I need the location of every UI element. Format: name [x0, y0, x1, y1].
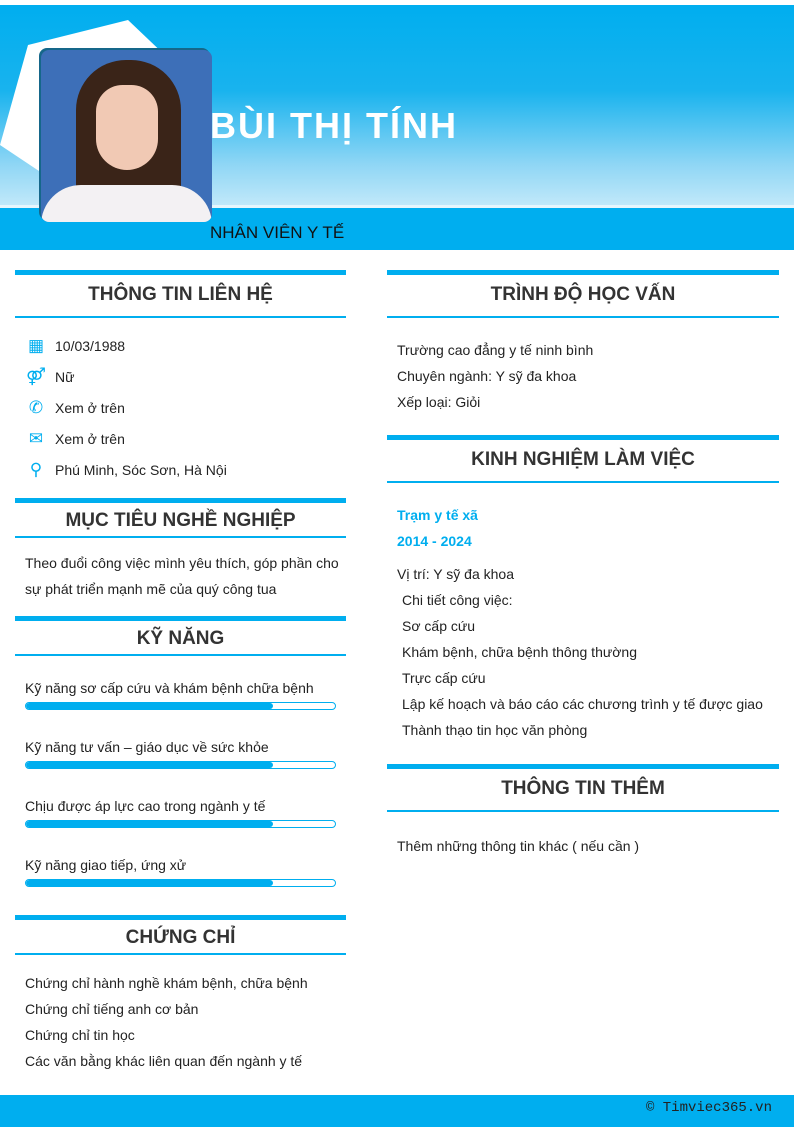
experience-company: Trạm y tế xã	[397, 507, 478, 523]
skill-progress-fill	[26, 703, 273, 709]
contact-gender	[15, 361, 346, 392]
skill-item	[15, 739, 346, 769]
certificate-item: Các văn bằng khác liên quan đến ngành y tế	[25, 1053, 303, 1069]
section-heading-certificates: CHỨNG CHỈ	[15, 915, 346, 955]
section-heading-contact: THÔNG TIN LIÊN HỆ	[15, 270, 346, 318]
education-line: Xếp loại: Giỏi	[397, 394, 481, 410]
section-heading-experience: KINH NGHIỆM LÀM VIỆC	[387, 435, 779, 483]
skill-progress-bar	[25, 879, 336, 887]
skill-label: Chịu được áp lực cao trong ngành y tế	[25, 798, 266, 814]
skill-progress-fill	[26, 880, 273, 886]
section-heading-education: TRÌNH ĐỘ HỌC VẤN	[387, 270, 779, 318]
skill-item	[15, 857, 346, 887]
birthday-text: 10/03/1988	[55, 337, 126, 354]
profile-photo	[41, 50, 212, 222]
phone-icon: ✆	[28, 397, 44, 417]
cv-header	[0, 5, 794, 250]
experience-detail: Khám bệnh, chữa bệnh thông thường	[402, 644, 637, 660]
objective-line: sự phát triển mạnh mẽ của quý công tua	[25, 581, 277, 597]
gender-text: Nữ	[55, 368, 75, 385]
skill-item	[15, 798, 346, 828]
email-icon: ✉	[28, 428, 44, 448]
footer-copyright: © Timviec365.vn	[645, 1100, 772, 1116]
skill-label: Kỹ năng tư vấn – giáo dục về sức khỏe	[25, 739, 269, 755]
experience-detail: Chi tiết công việc:	[402, 592, 513, 608]
skill-progress-bar	[25, 702, 336, 710]
experience-detail: Thành thạo tin học văn phòng	[402, 722, 588, 738]
experience-period: 2014 - 2024	[397, 533, 472, 549]
job-title: NHÂN VIÊN Y TẾ	[210, 223, 345, 242]
objective-line: Theo đuổi công việc mình yêu thích, góp phần cho	[25, 555, 339, 571]
address-text: Phú Minh, Sóc Sơn, Hà Nội	[55, 461, 227, 478]
contact-email	[15, 423, 346, 454]
experience-detail: Sơ cấp cứu	[402, 618, 476, 634]
certificate-item: Chứng chỉ hành nghề khám bệnh, chữa bệnh	[25, 975, 308, 991]
location-pin-icon: ⚲	[29, 459, 43, 479]
education-line: Chuyên ngành: Y sỹ đa khoa	[397, 368, 577, 384]
skill-label: Kỹ năng sơ cấp cứu và khám bệnh chữa bệnh	[25, 680, 314, 696]
skill-label: Kỹ năng giao tiếp, ứng xử	[25, 857, 187, 873]
gender-icon: ⚤	[26, 366, 46, 386]
education-line: Trường cao đẳng y tế ninh bình	[397, 342, 594, 358]
certificate-item: Chứng chỉ tin học	[25, 1027, 135, 1043]
left-column	[15, 270, 346, 1074]
section-heading-extra: THÔNG TIN THÊM	[387, 764, 779, 812]
contact-address	[15, 454, 346, 485]
email-text: Xem ở trên	[55, 430, 125, 447]
skills-list	[15, 656, 346, 887]
footer	[0, 1095, 794, 1127]
skill-progress-bar	[25, 820, 336, 828]
candidate-name: BÙI THỊ TÍNH	[210, 105, 458, 146]
skill-progress-fill	[26, 762, 273, 768]
calendar-icon: ▦	[27, 335, 45, 355]
section-heading-objective: MỤC TIÊU NGHỀ NGHIỆP	[15, 498, 346, 538]
skill-progress-bar	[25, 761, 336, 769]
experience-detail: Trực cấp cứu	[402, 670, 486, 686]
right-column	[387, 270, 779, 859]
phone-text: Xem ở trên	[55, 399, 125, 416]
experience-position: Vị trí: Y sỹ đa khoa	[397, 566, 514, 582]
section-heading-skills: KỸ NĂNG	[15, 616, 346, 656]
contact-phone	[15, 392, 346, 423]
skill-progress-fill	[26, 821, 273, 827]
experience-detail: Lập kế hoạch và báo cáo các chương trình y tế được giao	[402, 696, 763, 712]
contact-birthday	[15, 330, 346, 361]
skill-item	[15, 680, 346, 710]
certificate-item: Chứng chỉ tiếng anh cơ bản	[25, 1001, 199, 1017]
extra-text: Thêm những thông tin khác ( nếu cần )	[397, 838, 640, 854]
